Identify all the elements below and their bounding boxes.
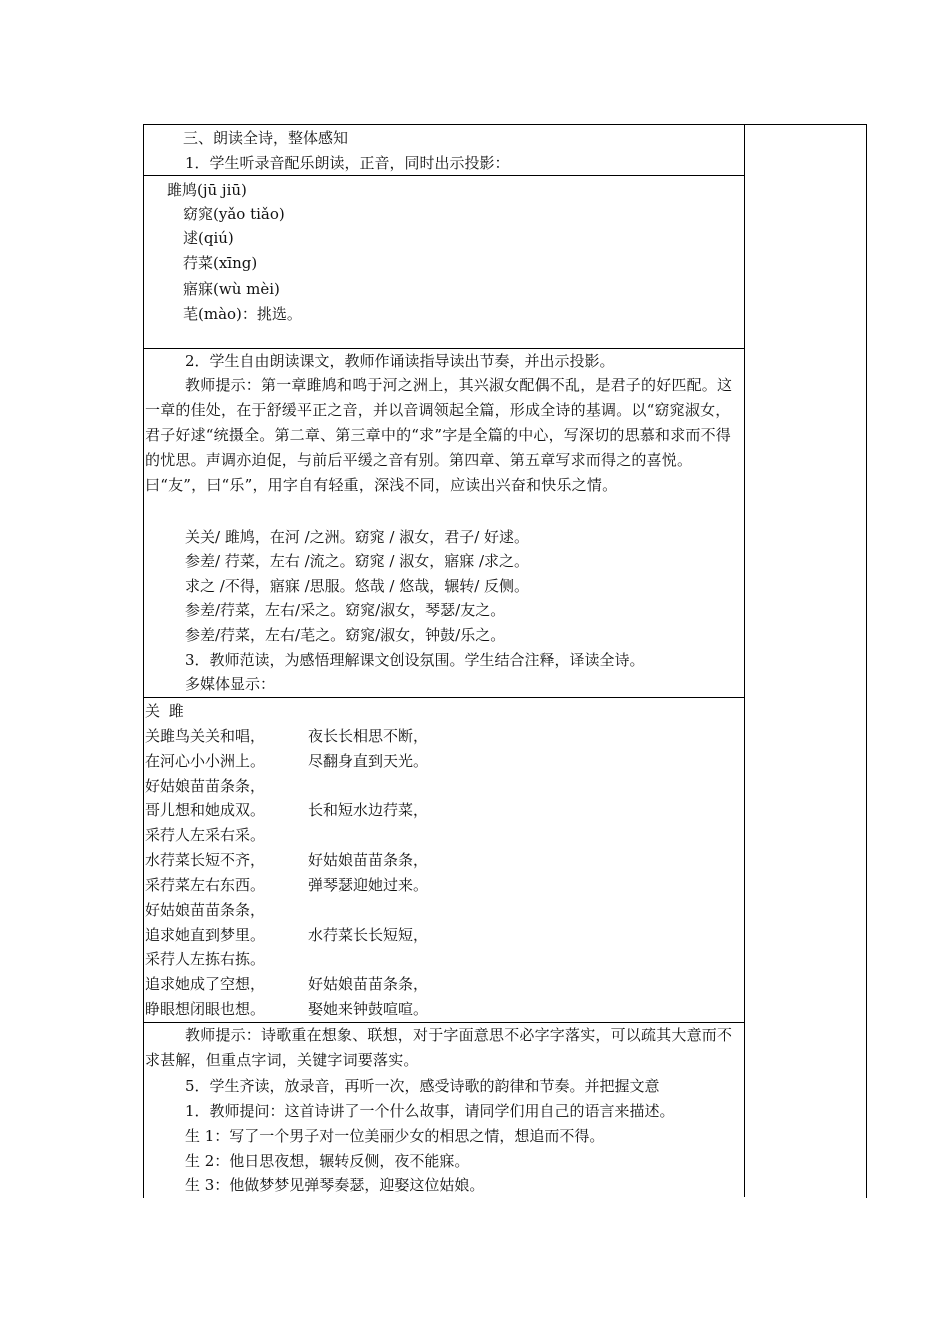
poem-line-left: 采荇人左采右采。	[145, 826, 266, 844]
poem-line-left: 采荇菜左右东西。	[145, 876, 266, 894]
pronunciation-item: 窈窕(yǎo tiǎo)	[183, 205, 285, 223]
poem-line-left: 好姑娘苗苗条条，	[145, 901, 266, 919]
rhythm-line: 参差/荇菜，左右/芼之。窈窕/淑女，钟鼓/乐之。	[185, 626, 506, 644]
step-3: 3．教师范读，为感悟理解课文创设氛围。学生结合注释，译读全诗。	[185, 651, 645, 669]
media-label: 多媒体显示：	[185, 675, 276, 693]
poem-line-left: 追求她直到梦里。	[145, 926, 266, 944]
pronunciation-item: 芼(mào)：挑选。	[183, 305, 302, 323]
poem-line-right: 好姑娘苗苗条条，	[308, 975, 429, 993]
poem-line-right: 夜长长相思不断，	[308, 727, 429, 745]
poem-line-left: 关雎鸟关关和唱，	[145, 727, 266, 745]
poem-line-left: 睁眼想闭眼也想。	[145, 1000, 266, 1018]
rhythm-line: 关关/ 雎鸠，在河 /之洲。窈窕 / 淑女，君子/ 好逑。	[185, 528, 530, 546]
poem-title: 关 雎	[145, 702, 186, 720]
poem-line-left: 水荇菜长短不齐，	[145, 851, 266, 869]
table-column-divider	[744, 124, 745, 1197]
poem-line-left: 在河心小小洲上。	[145, 752, 266, 770]
pronunciation-item: 荇菜(xīng)	[183, 254, 258, 272]
rhythm-line: 参差/ 荇菜，左右 /流之。窈窕 / 淑女，寤寐 /求之。	[185, 552, 530, 570]
rhythm-line: 参差/荇菜，左右/采之。窈窕/淑女，琴瑟/友之。	[185, 601, 506, 619]
step-2: 2．学生自由朗读课文，教师作诵读指导读出节奏，并出示投影。	[185, 352, 615, 370]
poem-line-right: 娶她来钟鼓喧喧。	[308, 1000, 429, 1018]
step-1: 1．学生听录音配乐朗读，正音，同时出示投影：	[185, 154, 510, 172]
poem-line-right: 水荇菜长长短短，	[308, 926, 429, 944]
pronunciation-item: 雎鸠(jū jiū)	[167, 181, 247, 199]
pronunciation-item: 逑(qiú)	[183, 229, 234, 247]
student-answer: 生 1：写了一个男子对一位美丽少女的相思之情，想追而不得。	[185, 1127, 605, 1145]
question-1: 1．教师提问：这首诗讲了一个什么故事，请同学们用自己的语言来描述。	[185, 1102, 675, 1120]
poem-line-left: 采荇人左拣右拣。	[145, 950, 266, 968]
teacher-tip-2: 教师提示：诗歌重在想象、联想，对于字面意思不必字字落实，可以疏其大意而不求甚解，但重点字词，关键字词要落实。	[145, 1026, 733, 1069]
poem-line-right: 弹琴瑟迎她过来。	[308, 876, 429, 894]
student-answer: 生 3：他做梦梦见弹琴奏瑟，迎娶这位姑娘。	[185, 1176, 485, 1194]
poem-line-left: 好姑娘苗苗条条，	[145, 777, 266, 795]
pronunciation-item: 寤寐(wù mèi)	[183, 280, 280, 298]
poem-line-right: 长和短水边荇菜，	[308, 801, 429, 819]
poem-line-left: 追求她成了空想，	[145, 975, 266, 993]
poem-line-right: 尽翻身直到天光。	[308, 752, 429, 770]
poem-line-left: 哥儿想和她成双。	[145, 801, 266, 819]
student-answer: 生 2：他日思夜想，辗转反侧，夜不能寐。	[185, 1152, 470, 1170]
poem-line-right: 好姑娘苗苗条条，	[308, 851, 429, 869]
section-title: 三、朗读全诗，整体感知	[183, 129, 349, 147]
teacher-tip-1: 教师提示：第一章雎鸠和鸣于河之洲上，其兴淑女配偶不乱，是君子的好匹配。这一章的佳处，在于舒缓平正之音，并以音调领起全篇，形成全诗的基调。以“窈窕淑女，君子好逑“统摄全。第二章、第三章中的“求”字是全篇的中心，写深切的思慕和求而不得的忧思。声调亦迫促，与前后平缓之音有别。第四章、第五章写求而得之的喜悦。曰“友”，曰“乐”，用字自有轻重，深浅不同，应读出兴奋和快乐之情。	[145, 376, 733, 494]
step-5: 5．学生齐读，放录音，再听一次，感受诗歌的韵律和节奏。并把握文意	[185, 1077, 660, 1095]
rhythm-line: 求之 /不得，寤寐 /思服。悠哉 / 悠哉，辗转/ 反侧。	[185, 577, 530, 595]
